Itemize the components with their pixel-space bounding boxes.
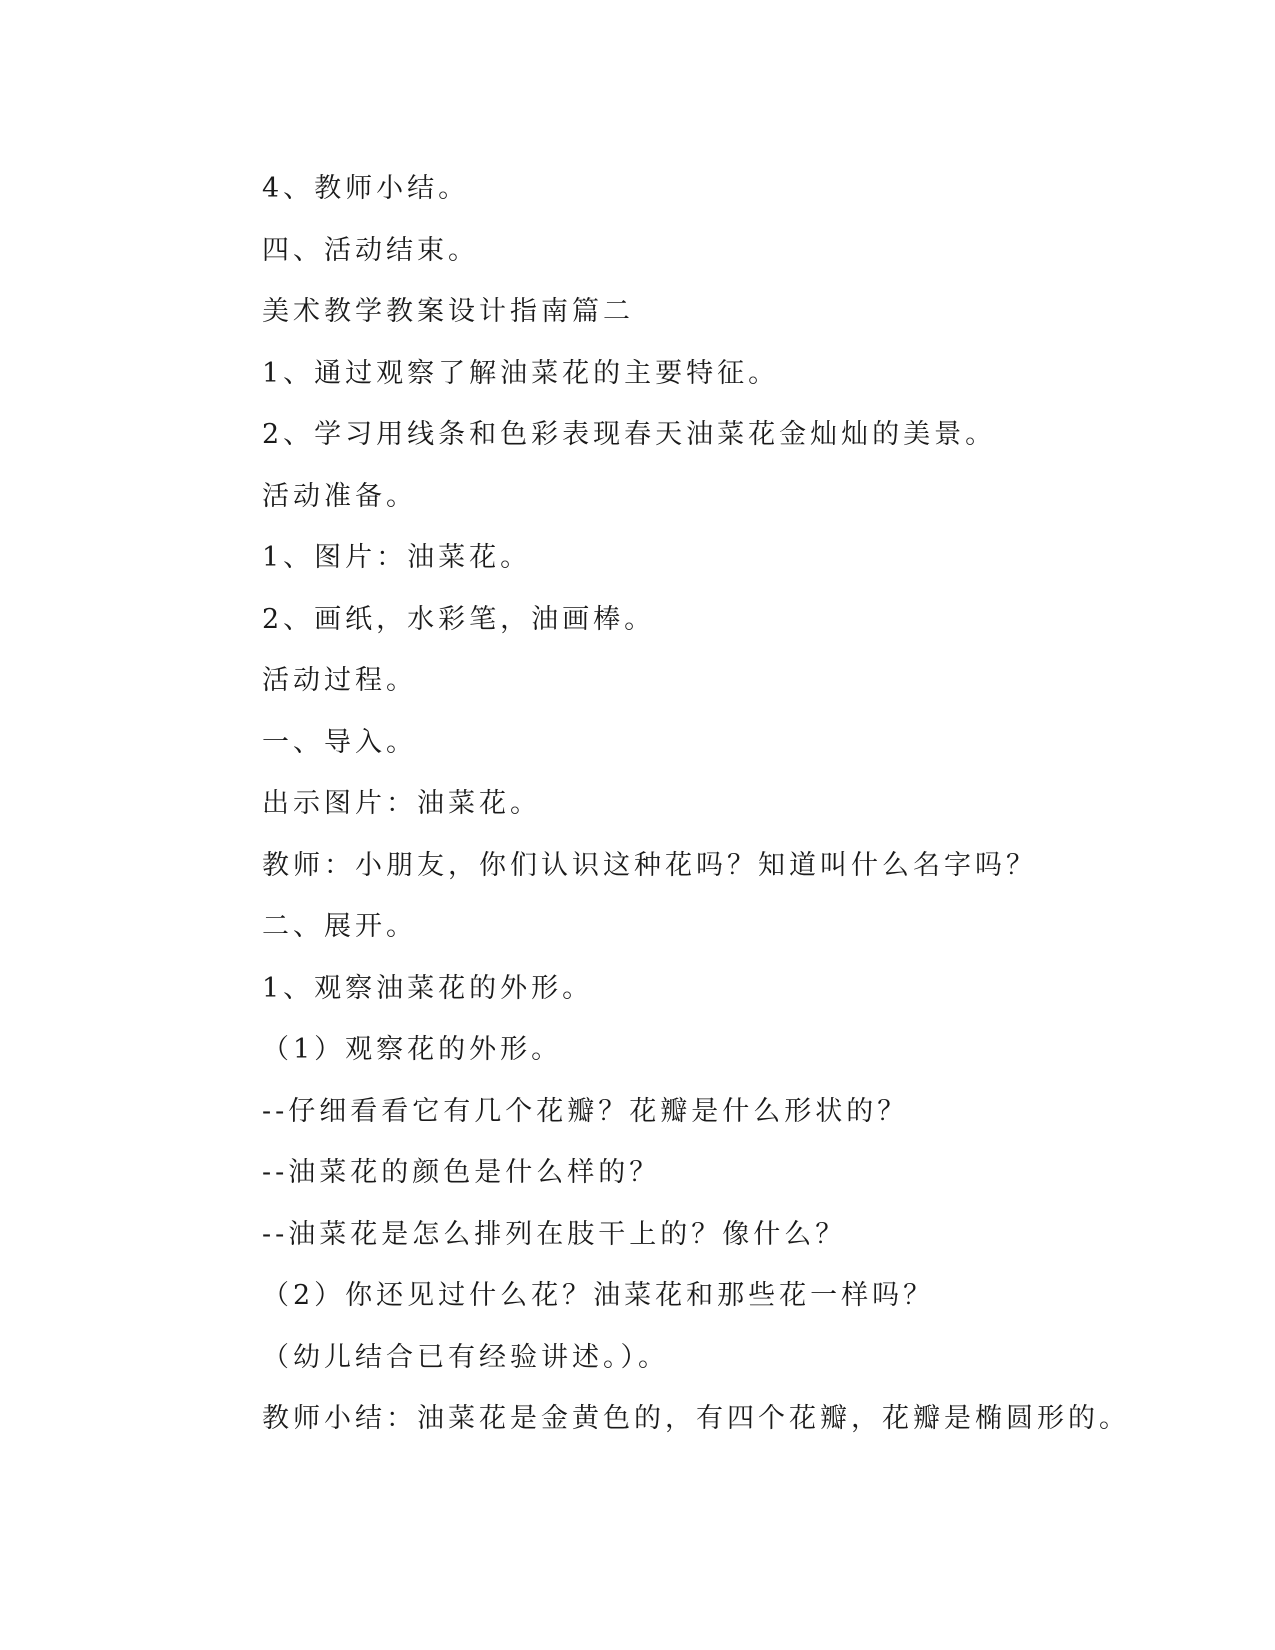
- section-heading: 活动过程。: [262, 665, 417, 696]
- objective-item: 2、学习用线条和色彩表现春天油菜花金灿灿的美景。: [262, 419, 997, 450]
- question-line: --仔细看看它有几个花瓣？花瓣是什么形状的？: [262, 1095, 909, 1127]
- section-heading: 四、活动结束。: [262, 234, 479, 266]
- section-heading: 二、展开。: [262, 911, 417, 942]
- question-line: --油菜花的颜色是什么样的？: [262, 1157, 661, 1188]
- text-line: 教师小结：油菜花是金黄色的，有四个花瓣，花瓣是椭圆形的。: [262, 1403, 1130, 1434]
- text-line: 出示图片：油菜花。: [262, 788, 541, 819]
- section-title: 美术教学教案设计指南篇二: [262, 296, 634, 327]
- section-heading: 活动准备。: [262, 480, 417, 512]
- text-line: （1）观察花的外形。: [262, 1034, 563, 1065]
- text-line: 教师：小朋友，你们认识这种花吗？知道叫什么名字吗？: [262, 849, 1037, 881]
- document-body: [262, 166, 1142, 1458]
- text-line: 1、观察油菜花的外形。: [262, 972, 594, 1004]
- text-line: （2）你还见过什么花？油菜花和那些花一样吗？: [262, 1280, 935, 1311]
- section-heading: 一、导入。: [262, 726, 417, 758]
- preparation-item: 1、图片：油菜花。: [262, 542, 532, 573]
- question-line: --油菜花是怎么排列在肢干上的？像什么？: [262, 1218, 847, 1250]
- objective-item: 1、通过观察了解油菜花的主要特征。: [262, 357, 780, 389]
- text-line: 4、教师小结。: [262, 173, 470, 204]
- text-line: （幼儿结合已有经验讲述。）。: [262, 1341, 669, 1373]
- preparation-item: 2、画纸，水彩笔，油画棒。: [262, 603, 656, 635]
